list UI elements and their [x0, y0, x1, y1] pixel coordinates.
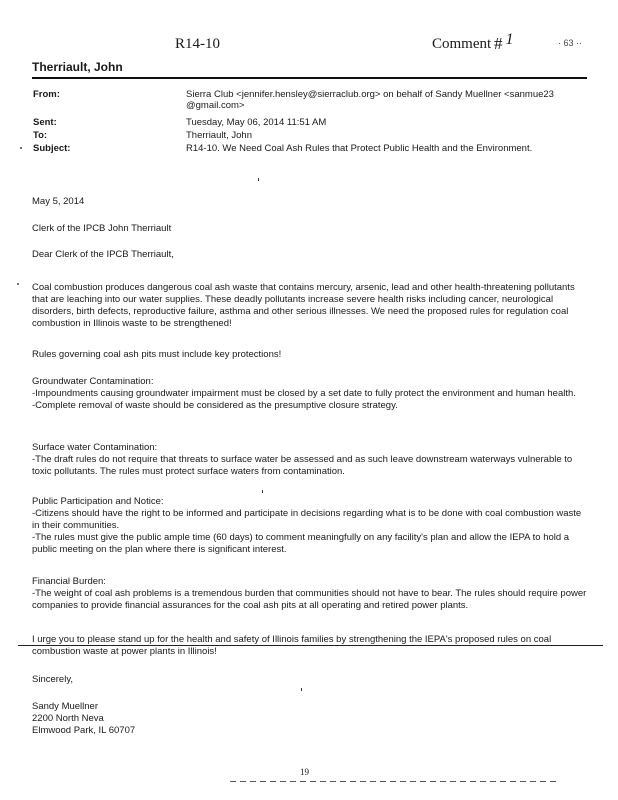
- comment-number-mark: [494, 31, 514, 54]
- header-divider: [32, 77, 587, 79]
- page-number: 19: [300, 767, 309, 777]
- docket-number: R14-10: [175, 36, 220, 52]
- comment-label: Comment: [432, 36, 492, 52]
- financial-point-1: -The weight of coal ash problems is a tremendous burden that communities should not have to bear. The rules should require power companies to provide financial assurances for the coal ash pits at all operating and retired power plants.: [32, 588, 587, 611]
- scan-speck: [301, 688, 302, 691]
- footer-dashed-rule: [230, 781, 560, 782]
- public-point-2: -The rules must give the public ample time (60 days) to comment meaningfully on any facility's plan and allow the IEPA to hold a public meeting on the plan where there is significant interest.: [32, 532, 570, 555]
- subject-value: R14-10. We Need Coal Ash Rules that Protect Public Health and the Environment.: [186, 143, 533, 154]
- public-heading: Public Participation and Notice:: [32, 496, 164, 507]
- groundwater-heading: Groundwater Contamination:: [32, 376, 154, 387]
- scan-underline: [18, 645, 603, 646]
- scan-speck: [262, 490, 263, 493]
- groundwater-point-1: -Impoundments causing groundwater impairment must be closed by a set date to fully protect the environment and human health.: [32, 388, 576, 399]
- financial-section: [32, 576, 588, 612]
- to-value: Therriault, John: [186, 130, 253, 141]
- sender-block: [32, 701, 588, 737]
- sender-city: Elmwood Park, IL 60707: [32, 725, 136, 736]
- hash-symbol: #: [494, 34, 503, 53]
- scan-speck: [258, 178, 259, 181]
- comment-number: 1: [505, 31, 514, 48]
- sender-name: Sandy Muellner: [32, 701, 99, 712]
- from-label: From:: [33, 89, 60, 100]
- stamp-value: 63: [563, 38, 574, 48]
- surface-heading: Surface water Contamination:: [32, 442, 158, 453]
- sent-label: Sent:: [33, 117, 57, 128]
- groundwater-point-2: -Complete removal of waste should be considered as the presumptive closure strategy.: [32, 400, 398, 411]
- financial-heading: Financial Burden:: [32, 576, 106, 587]
- scan-speck: [17, 283, 19, 285]
- to-label: To:: [33, 130, 48, 141]
- scan-speck: [20, 147, 22, 149]
- rules-intro: Rules governing coal ash pits must include key protections!: [32, 349, 282, 360]
- stamp-number: · 63 ··: [558, 38, 583, 48]
- letter-date: May 5, 2014: [32, 196, 85, 207]
- letter-salutation: Dear Clerk of the IPCB Therriault,: [32, 249, 174, 260]
- closing-paragraph: I urge you to please stand up for the health and safety of Illinois families by strengthening the IEPA's proposed rules on coal combustion waste at power plants in Illinois!: [32, 634, 552, 657]
- public-section: [32, 496, 588, 556]
- sent-value: Tuesday, May 06, 2014 11:51 AM: [186, 117, 327, 128]
- public-point-1: -Citizens should have the right to be informed and participate in decisions regarding what is to be done with coal combustion waste in their communities.: [32, 508, 582, 531]
- sender-street: 2200 North Neva: [32, 713, 104, 724]
- subject-label: Subject:: [33, 143, 71, 154]
- groundwater-section: [32, 376, 588, 412]
- letter-addressee: Clerk of the IPCB John Therriault: [32, 223, 172, 234]
- sign-off: Sincerely,: [32, 674, 74, 685]
- from-value: Sierra Club <jennifer.hensley@sierraclub.org> on behalf of Sandy Muellner <sanmue23 @gmail.com>: [186, 89, 554, 111]
- surface-point-1: -The draft rules do not require that threats to surface water be assessed and as such leave downstream waterways vulnerable to toxic pollutants. The rules must protect surface waters from contamination.: [32, 454, 573, 477]
- surface-section: [32, 442, 588, 478]
- intro-paragraph: Coal combustion produces dangerous coal ash waste that contains mercury, arsenic, lead and other health-threatening pollutants that are leaching into our water supplies. These deadly pollutants increase severe health risks including cancer, neurological disorders, birth defects, reproductive failure, asthma and other serious illnesses. We need the proposed rules for regulation coal combustion in Illinois waste to be strengthened!: [32, 282, 575, 329]
- recipient-name: Therriault, John: [32, 60, 123, 74]
